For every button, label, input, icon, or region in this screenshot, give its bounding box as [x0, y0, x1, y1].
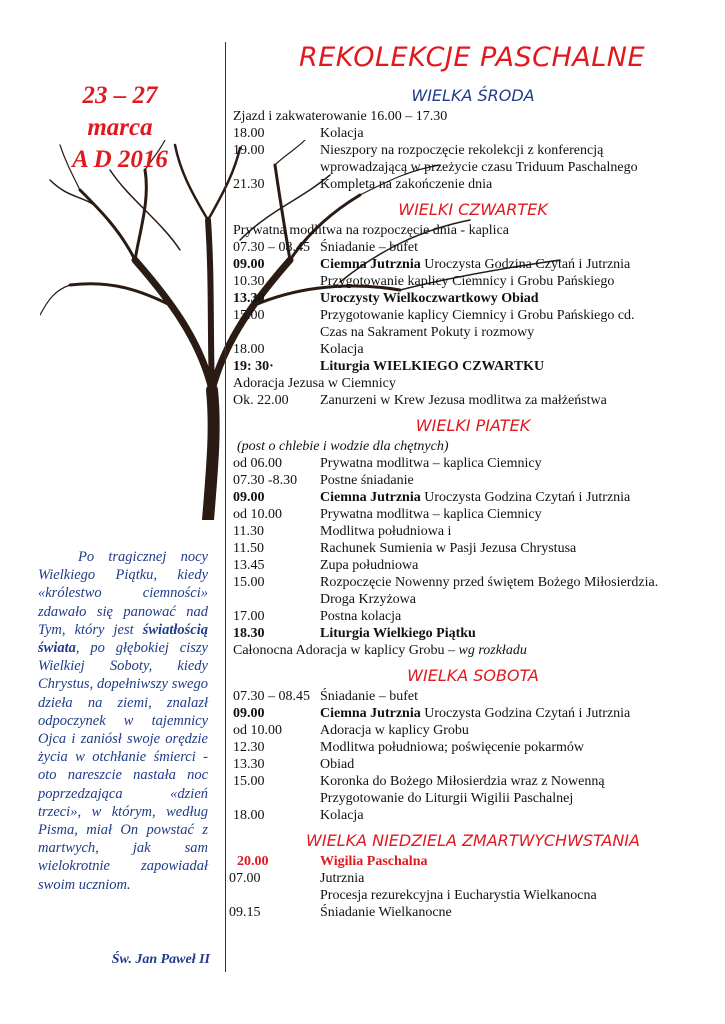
dates-range: 23 – 27 [82, 82, 158, 109]
quote-bold: światłością świata [38, 621, 208, 657]
schedule-row: od 10.00 Prywatna modlitwa – kaplica Ciemnicy [233, 507, 542, 522]
schedule-row: 18.00 Kolacja [233, 126, 364, 141]
schedule-row: (post o chlebie i wodzie dla chętnych) [237, 439, 449, 454]
schedule-row: 13.45 Zupa południowa [233, 558, 419, 573]
schedule-row: Adoracja Jezusa w Ciemnicy [233, 376, 396, 391]
schedule-row: 07.00 Jutrznia [229, 871, 365, 886]
schedule-row: 13.30 Obiad [233, 757, 355, 772]
schedule-row: 17.00 Postna kolacja [233, 609, 402, 624]
schedule-row: 09.00 Ciemna Jutrznia Uroczysta Godzina Czytań i Jutrznia [233, 490, 631, 505]
dates-month: marca [87, 114, 153, 141]
quote-text [38, 548, 208, 894]
schedule-row: 20.00 Wigilia Paschalna [237, 854, 428, 869]
dates-year: A D 2016 [72, 146, 168, 173]
schedule-row: 11.30 Modlitwa południowa i [233, 524, 452, 539]
schedule-row: 18.30 Liturgia Wielkiego Piątku [233, 626, 476, 641]
day-title-czwartek: WIELKI CZWARTEK [398, 200, 548, 219]
quote-author: Św. Jan Paweł II [111, 952, 210, 967]
schedule-row: 19.00 Nieszpory na rozpoczęcie rekolekcji z konferencją [233, 143, 604, 158]
day-title-sroda: WIELKA ŚRODA [411, 86, 535, 105]
schedule [229, 84, 713, 921]
schedule-row: 18.00 Kolacja [233, 808, 364, 823]
schedule-row: 09.00 Ciemna Jutrznia Uroczysta Godzina Czytań i Jutrznia [233, 706, 631, 721]
schedule-row: Całonocna Adoracja w kaplicy Grobu – wg rozkładu [233, 643, 527, 658]
schedule-row: 19: 30· Liturgia WIELKIEGO CZWARTKU [233, 359, 545, 374]
schedule-row: Prywatna modlitwa na rozpoczęcie dnia - kaplica [233, 223, 509, 238]
schedule-row: od 06.00 Prywatna modlitwa – kaplica Ciemnicy [233, 456, 542, 471]
column-divider [225, 42, 226, 972]
schedule-row: 21.30 Kompleta na zakończenie dnia [233, 177, 493, 192]
schedule-row: Przygotowanie do Liturgii Wigilii Paschalnej [320, 791, 574, 806]
schedule-row: od 10.00 Adoracja w kaplicy Grobu [233, 723, 469, 738]
day-title-sobota: WIELKA SOBOTA [407, 666, 539, 685]
schedule-row: 07.30 -8.30 Postne śniadanie [233, 473, 414, 488]
schedule-row: Procesja rezurekcyjna i Eucharystia Wielkanocna [320, 888, 597, 903]
schedule-row: 09.15 Śniadanie Wielkanocne [229, 905, 452, 920]
schedule-row: 11.50 Rachunek Sumienia w Pasji Jezusa Chrystusa [233, 541, 577, 556]
day-title-piatek: WIELKI PIATEK [415, 416, 531, 435]
schedule-row: Droga Krzyżowa [320, 592, 417, 607]
schedule-row: 12.30 Modlitwa południowa; poświęcenie pokarmów [233, 740, 585, 755]
day-title-niedziela: WIELKA NIEDZIELA ZMARTWYCHWSTANIA [306, 831, 640, 850]
schedule-row: Zjazd i zakwaterowanie 16.00 – 17.30 [233, 109, 448, 124]
schedule-row: 07.30 – 08.45 Śniadanie – bufet [233, 240, 418, 255]
schedule-row: 13.30 Uroczysty Wielkoczwartkowy Obiad [233, 291, 539, 306]
schedule-row: 15.00 Koronka do Bożego Miłosierdzia wraz z Nowenną [233, 774, 605, 789]
schedule-row: 09.00 Ciemna Jutrznia Uroczysta Godzina Czytań i Jutrznia [233, 257, 631, 272]
quote-part2: , po głębokiej ciszy Wielkiej Soboty, kiedy Chrystus, dopełniwszy swego dzieła na ziemi, znalazł odpoczynek w tajemnicy Ojca i zaniósł swoje orędzie życia w otchłanie śmierci - oto nareszcie nastała noc poprzedzająca «dzień trzeci», w którym, według Pisma, miał On powstać z martwych, jak sam wielokrotnie zapowiadał swoim uczniom. [38, 640, 208, 893]
schedule-row: Ok. 22.00 Zanurzeni w Krew Jezusa modlitwa za małżeństwa [233, 393, 607, 408]
page-title: REKOLEKCJE PASCHALNE [298, 42, 646, 73]
schedule-row: 07.30 – 08.45 Śniadanie – bufet [233, 689, 418, 704]
schedule-row: Czas na Sakrament Pokuty i rozmowy [320, 325, 535, 340]
schedule-row: 15.00 Rozpoczęcie Nowenny przed świętem Bożego Miłosierdzia. [233, 575, 659, 590]
event-dates [30, 80, 210, 176]
schedule-row: 18.00 Kolacja [233, 342, 364, 357]
quote-part1: Po tragicznej nocy Wielkiego Piątku, kiedy «królestwo ciemności» zdawało się panować nad Tym, który jest [38, 549, 208, 638]
schedule-row: wprowadzającą w przeżycie czasu Triduum Paschalnego [320, 160, 638, 175]
schedule-row: 15.00 Przygotowanie kaplicy Ciemnicy i Grobu Pańskiego cd. [233, 308, 635, 323]
schedule-row: 10.30 Przygotowanie kaplicy Ciemnicy i Grobu Pańskiego [233, 274, 615, 289]
